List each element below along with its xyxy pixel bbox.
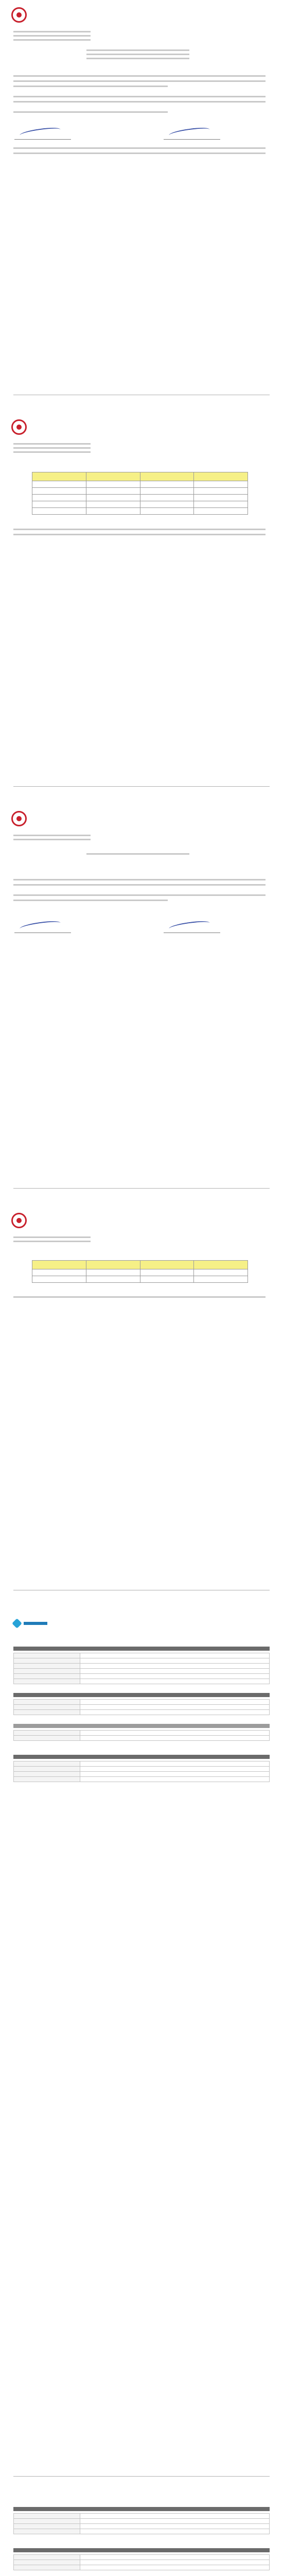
sds-page-2 <box>9 2497 274 2576</box>
text-line <box>13 1241 91 1242</box>
report-page-1 <box>9 3 274 405</box>
text-line <box>86 853 189 855</box>
text-line <box>86 54 189 55</box>
report-page-2 <box>9 415 274 796</box>
sds-page-1 <box>9 1611 274 2486</box>
text-line <box>13 35 91 37</box>
text-line <box>86 58 189 59</box>
text-line <box>13 96 266 97</box>
text-line <box>13 101 266 103</box>
section-bar <box>13 2548 270 2552</box>
info-grid <box>13 1730 270 1741</box>
text-line <box>13 86 168 87</box>
text-line <box>13 879 266 880</box>
text-line <box>13 443 91 445</box>
text-line <box>13 75 266 77</box>
text-line <box>13 529 266 530</box>
results-table <box>32 1260 248 1283</box>
section-bar <box>13 1647 270 1651</box>
footer-divider <box>13 786 270 787</box>
signature <box>14 920 71 933</box>
text-line <box>13 900 168 901</box>
info-grid <box>13 2554 270 2570</box>
text-line <box>13 1296 266 1298</box>
report-title <box>9 1216 274 1222</box>
text-line <box>13 152 266 154</box>
text-line <box>13 39 91 41</box>
section-bar <box>13 1755 270 1759</box>
text-line <box>13 884 266 886</box>
text-line <box>13 894 266 896</box>
footer-divider <box>13 2476 270 2477</box>
text-line <box>13 534 266 535</box>
text-line <box>13 839 91 840</box>
text-line <box>13 447 91 449</box>
section-bar <box>13 1693 270 1697</box>
text-line <box>13 835 91 836</box>
sds-header <box>13 1616 270 1636</box>
report-title <box>9 10 274 16</box>
signature <box>164 920 220 933</box>
footer-divider <box>13 1188 270 1189</box>
info-grid <box>13 1761 270 1782</box>
company-logo-icon <box>13 1616 49 1630</box>
sds-title <box>13 1633 270 1639</box>
text-line <box>13 451 91 453</box>
results-table <box>32 472 248 515</box>
text-line <box>13 31 91 32</box>
text-line <box>13 147 266 149</box>
report-page-3 <box>9 807 274 1198</box>
report-page-4 <box>9 1209 274 1600</box>
info-grid <box>13 2513 270 2534</box>
section-bar <box>13 2507 270 2511</box>
text-line <box>13 111 168 113</box>
report-title <box>9 814 274 820</box>
signature <box>164 127 220 140</box>
text-line <box>13 80 266 82</box>
section-bar <box>13 1724 270 1728</box>
signature <box>14 127 71 140</box>
text-line <box>86 49 189 51</box>
info-grid <box>13 1699 270 1715</box>
text-line <box>13 1236 91 1238</box>
report-title <box>9 422 274 429</box>
info-grid <box>13 1653 270 1684</box>
